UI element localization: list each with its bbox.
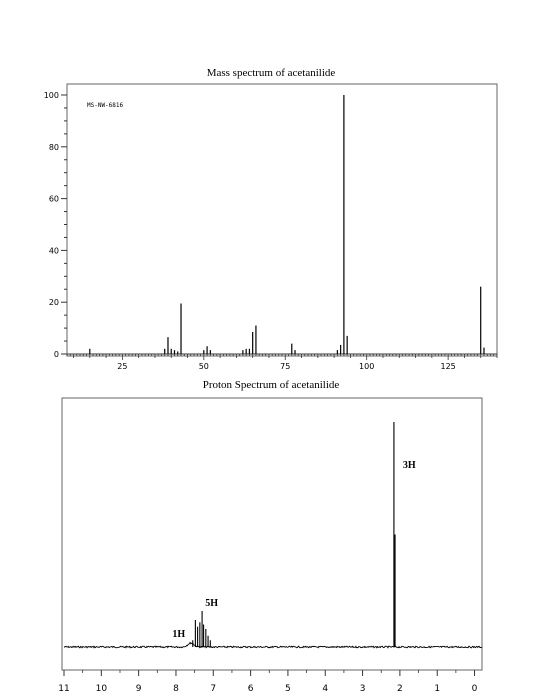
nmr-x-tick-label: 10 [95,684,108,694]
nmr-label-1H: 1H [172,629,186,640]
nmr-label-5H: 5H [205,598,218,609]
proton-nmr-frame [62,398,482,670]
ms-y-tick-label: 80 [48,142,59,152]
nmr-label-3H: 3H [402,460,416,471]
mass-spectrum-peaks [90,95,484,354]
ms-y-tick-label: 20 [48,298,59,308]
ms-y-tick-label: 40 [48,246,59,256]
nmr-x-tick-label: 11 [58,684,70,694]
nmr-x-tick-label: 4 [322,684,329,694]
mass-spectrum-chart [44,67,497,371]
ms-y-tick-label: 100 [43,91,59,100]
mass-spectrum-title: Mass spectrum of acetanilide [206,67,336,79]
nmr-x-tick-label: 9 [135,684,142,694]
ms-x-tick-label: 50 [198,362,209,371]
nmr-x-tick-label: 6 [247,684,254,694]
mass-spectrum-x-axis [67,354,497,371]
nmr-x-tick-label: 3 [359,684,366,694]
proton-nmr-x-axis [58,670,477,694]
ms-y-tick-label: 60 [48,194,59,204]
proton-nmr-trace [64,422,482,648]
ms-x-tick-label: 125 [440,362,456,371]
proton-nmr-chart [58,379,482,694]
ms-x-tick-label: 75 [280,362,291,371]
mass-spectrum-y-axis [44,91,67,359]
nmr-x-tick-label: 5 [285,684,291,694]
nmr-x-tick-label: 0 [471,684,478,694]
nmr-x-tick-label: 2 [397,684,403,694]
mass-spectrum-frame [67,84,497,356]
mass-spectrum-annotation: MS-NW-6816 [87,102,124,109]
nmr-x-tick-label: 8 [173,684,179,694]
ms-x-tick-label: 100 [359,362,375,371]
ms-y-tick-label: 0 [53,350,59,359]
nmr-x-tick-label: 1 [434,684,441,694]
proton-nmr-title: Proton Spectrum of acetanilide [202,379,340,391]
proton-nmr-integration-labels [172,460,416,640]
ms-x-tick-label: 25 [117,362,128,371]
nmr-x-tick-label: 7 [210,684,217,694]
nmr-baseline [64,642,482,647]
